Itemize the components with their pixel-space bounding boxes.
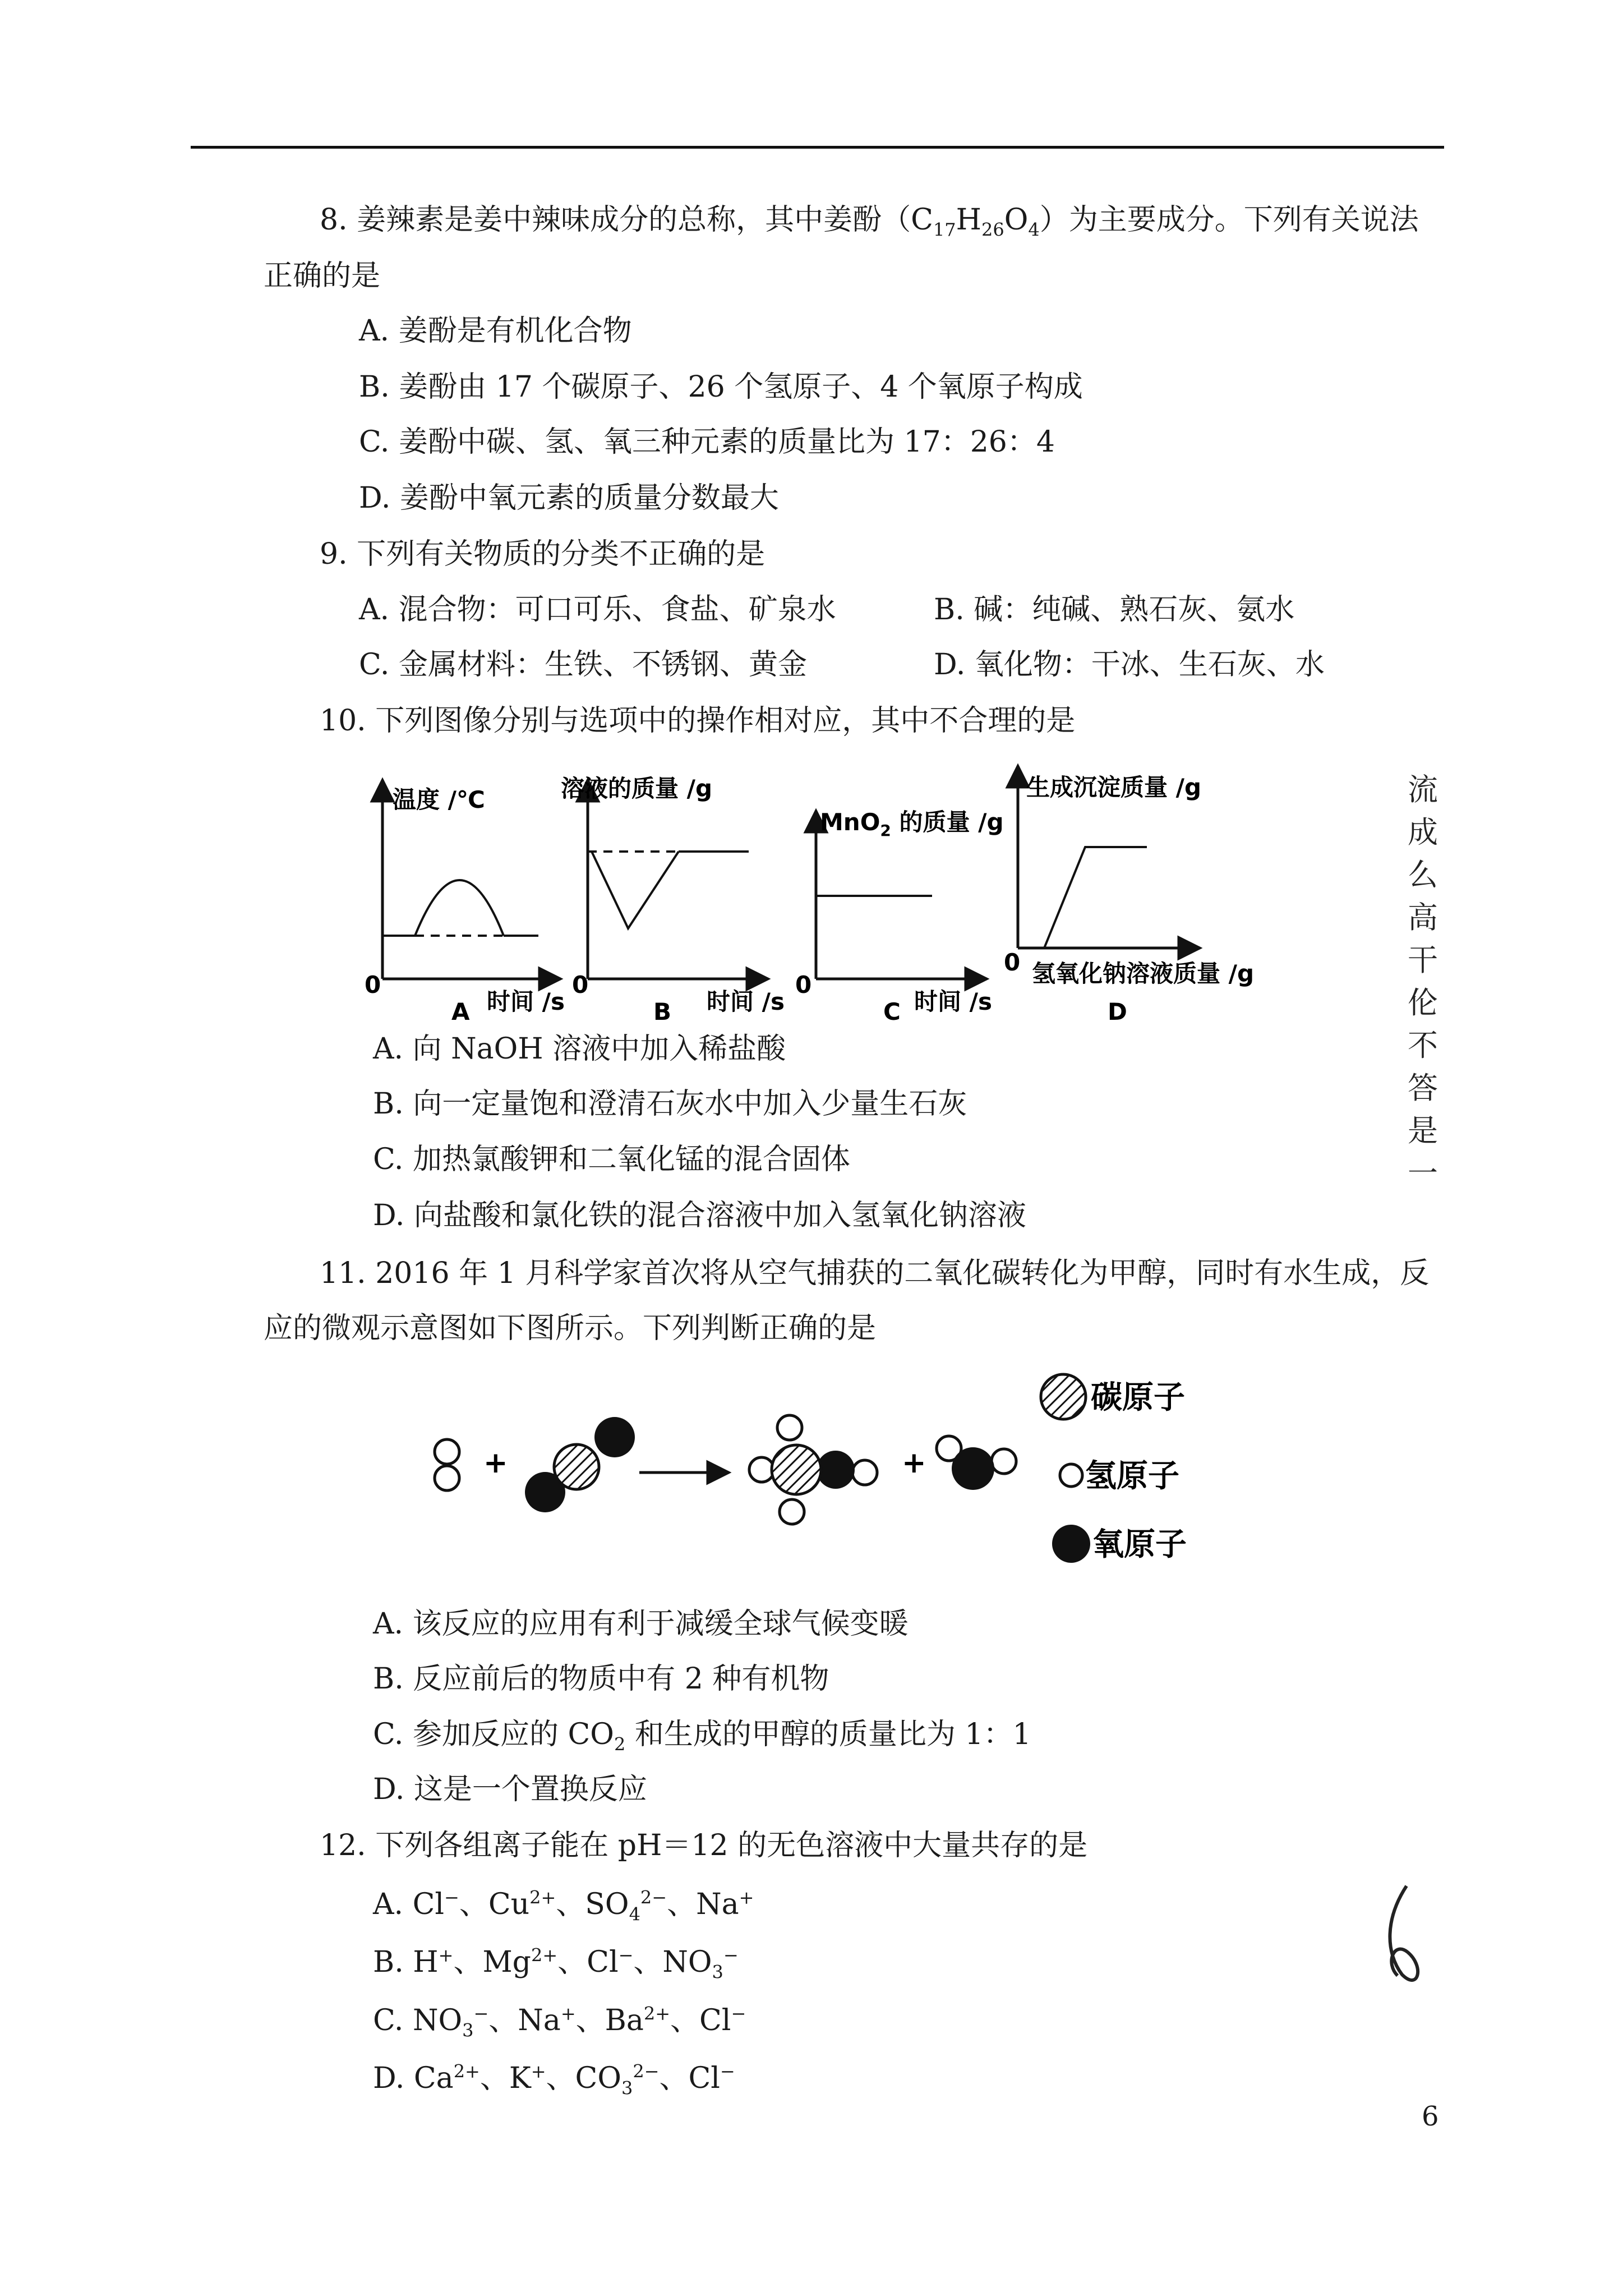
q8-stem-line2: 正确的是 [264,259,381,293]
graph-d-ylabel: 生成沉淀质量 /g [1026,774,1202,801]
reaction-diagram [435,1374,1187,1563]
plus-sign-2: + [902,1446,926,1480]
q9-option-a: A. 混合物：可口可乐、食盐、矿泉水 [359,593,836,627]
q8-option-c: C. 姜酚中碳、氢、氧三种元素的质量比为 17：26：4 [359,425,1055,459]
q11-option-b: B. 反应前后的物质中有 2 种有机物 [373,1662,829,1696]
graph-b-origin: 0 [572,971,589,999]
graph-a-curve [415,880,504,936]
graph-b [561,775,785,1025]
q11-option-a: A. 该反应的应用有利于减缓全球气候变暖 [373,1607,909,1641]
graph-c [795,808,1004,1025]
q12-option-d: D. $Ca^{2+}$、K+、$CO_3^{2-}$、Cl− [373,2060,735,2099]
legend-carbon-label: 碳原子 [1091,1379,1185,1416]
legend [1041,1374,1187,1563]
graph-d [1004,766,1254,1025]
water-molecule [937,1436,1016,1490]
q10-option-b: B. 向一定量饱和澄清石灰水中加入少量生石灰 [373,1087,967,1121]
q9-option-d: D. 氧化物：干冰、生石灰、水 [934,648,1325,682]
graph-c-xlabel: 时间 /s [914,988,992,1015]
graph-d-origin: 0 [1004,949,1021,976]
carbon-dioxide-molecule [525,1417,635,1512]
graph-a-xlabel: 时间 /s [487,988,565,1015]
q8-stem-line1: 8. 姜辣素是姜中辣味成分的总称，其中姜酚$(C_{17}H_{26}O_4)$为主要成分。下列有关说法 [320,203,1419,241]
legend-carbon-icon [1041,1374,1086,1419]
legend-hydrogen-icon [1060,1464,1082,1487]
plus-sign-1: + [483,1446,508,1480]
q11-stem-line2: 应的微观示意图如下图所示。下列判断正确的是 [264,1312,877,1345]
graph-b-tag: B [653,998,672,1025]
q10-stem: 10. 下列图像分别与选项中的操作相对应，其中不合理的是 [320,704,1076,738]
q8-option-d: D. 姜酚中氧元素的质量分数最大 [359,481,779,515]
q12-option-c: C. $NO_3^-$、Na+、$Ba^{2+}$、Cl− [373,2003,746,2041]
graph-b-xlabel: 时间 /s [707,988,785,1015]
q8-option-a: A. 姜酚是有机化合物 [359,314,632,348]
q9-option-b: B. 碱：纯碱、熟石灰、氨水 [934,593,1295,627]
q12-stem: 12. 下列各组离子能在 pH＝12 的无色溶液中大量共存的是 [320,1829,1088,1862]
hydrogen-molecule [435,1439,459,1490]
q10-option-a: A. 向 NaOH 溶液中加入稀盐酸 [373,1032,786,1066]
q11-option-d: D. 这是一个置换反应 [373,1773,647,1806]
q9-stem: 9. 下列有关物质的分类不正确的是 [320,537,766,571]
graph-d-tag: D [1108,998,1127,1025]
graph-a-ylabel: 温度 /℃ [393,786,485,813]
graph-a-tag: A [451,998,470,1025]
q11-stem-line1: 11. 2016 年 1 月科学家首次将从空气捕获的二氧化碳转化为甲醇，同时有水生成，反 [320,1257,1430,1290]
graph-b-ylabel: 溶液的质量 /g [561,775,713,802]
q12-option-a: A. Cl−、$Cu^{2+}$、$SO_4^{2-}$、Na+ [373,1887,754,1925]
graph-a-origin: 0 [365,971,381,999]
graph-d-xlabel: 氢氧化钠溶液质量 /g [1032,960,1255,987]
q9-option-c: C. 金属材料：生铁、不锈钢、黄金 [359,648,807,682]
graph-b-curve [592,852,679,928]
q8-option-b: B. 姜酚由 17 个碳原子、26 个氢原子、4 个氧原子构成 [359,370,1083,404]
graph-d-curve [1044,847,1147,948]
legend-hydrogen-label: 氢原子 [1085,1458,1179,1494]
graph-c-origin: 0 [795,971,812,999]
q11-option-c: C. 参加反应的 $CO_2$ 和生成的甲醇的质量比为 1：1 [373,1718,1031,1755]
methanol-molecule [749,1415,877,1524]
margin-scribble [1390,1886,1418,1980]
margin-side-text: 流成么高干伦不答是一 [1408,772,1438,1191]
graph-c-tag: C [883,998,901,1025]
q10-option-d: D. 向盐酸和氯化铁的混合溶液中加入氢氧化钠溶液 [373,1199,1026,1232]
legend-oxygen-icon [1052,1525,1090,1563]
q12-option-b: B. H+、$Mg^{2+}$、Cl−、$NO_3^-$ [373,1944,739,1983]
legend-oxygen-label: 氧原子 [1092,1526,1187,1563]
q10-option-c: C. 加热氯酸钾和二氧化锰的混合固体 [373,1143,850,1176]
graph-a [365,780,565,1025]
page-number: 6 [1422,2101,1439,2132]
graph-c-ylabel: MnO$_2$ 的质量 /g [820,808,1004,840]
